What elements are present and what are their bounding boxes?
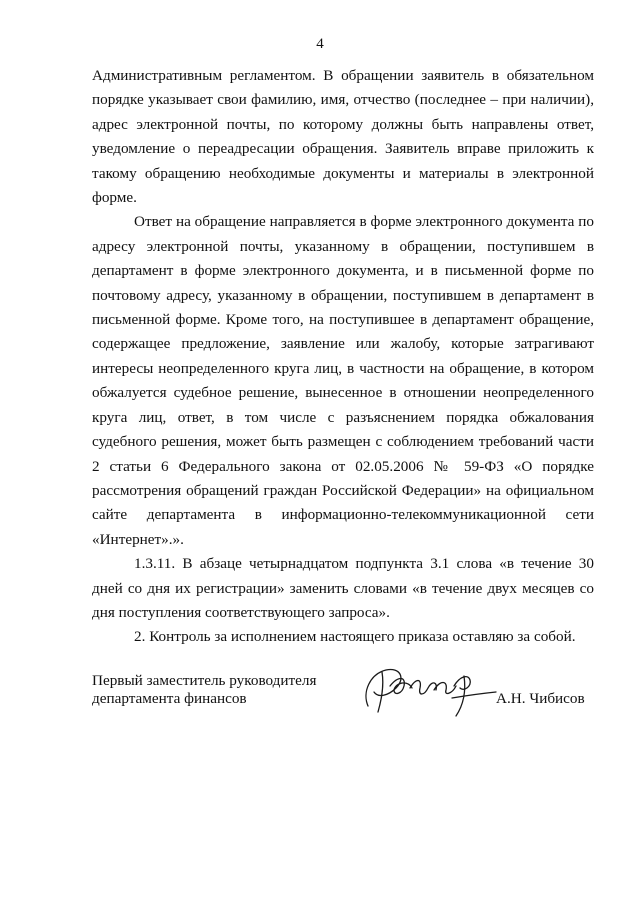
signature-block xyxy=(92,668,594,728)
document-body xyxy=(92,64,594,650)
signer-name: А.Н. Чибисов xyxy=(496,690,585,707)
signer-position-line-2: департамента финансов xyxy=(92,690,247,707)
handwritten-signature xyxy=(360,662,500,718)
paragraph-control: 2. Контроль за исполнением настоящего приказа оставляю за собой. xyxy=(134,628,576,646)
paragraph-continuation: Административным регламентом. В обращении заявитель в обязательном порядке указывает свои фамилию, имя, отчество (последнее – при наличии), адрес электронной почты, по которому должны быть направлены ответ, уведомление о переадресации обращения. Заявитель вправе приложить к такому обращению необходимые документы и материалы в электронной форме. xyxy=(92,67,594,207)
paragraph-1-3-11: 1.3.11. В абзаце четырнадцатом подпункта 3.1 слова «в течение 30 дней со дня их регистрации» заменить словами «в течение двух месяцев со дня поступления соответствующего запроса». xyxy=(92,555,594,621)
paragraph-response: Ответ на обращение направляется в форме электронного документа по адресу электронной почты, указанному в обращении, поступившем в департамент в форме электронного документа, и в письменной форме по почтовому адресу, указанному в обращении, поступившем в департамент в письменной форме. Кроме того, на поступившее в департамент обращение, содержащее предложение, заявление или жалобу, которые затрагивают интересы неопределенного круга лиц, в частности на обращение, в котором обжалуется судебное решение, вынесенное в отношении неопределенного круга лиц, ответ, в том числе с разъяснением порядка обжалования судебного решения, может быть размещен с соблюдением требований части 2 статьи 6 Федерального закона от 02.05.2006 № 59-ФЗ «О порядке рассмотрения обращений граждан Российской Федерации» на официальном сайте департамента в информационно-телекоммуникационной сети «Интернет».». xyxy=(92,213,594,548)
signer-position-line-1: Первый заместитель руководителя xyxy=(92,672,317,689)
signer-position xyxy=(92,672,316,708)
page-number: 4 xyxy=(316,36,324,52)
